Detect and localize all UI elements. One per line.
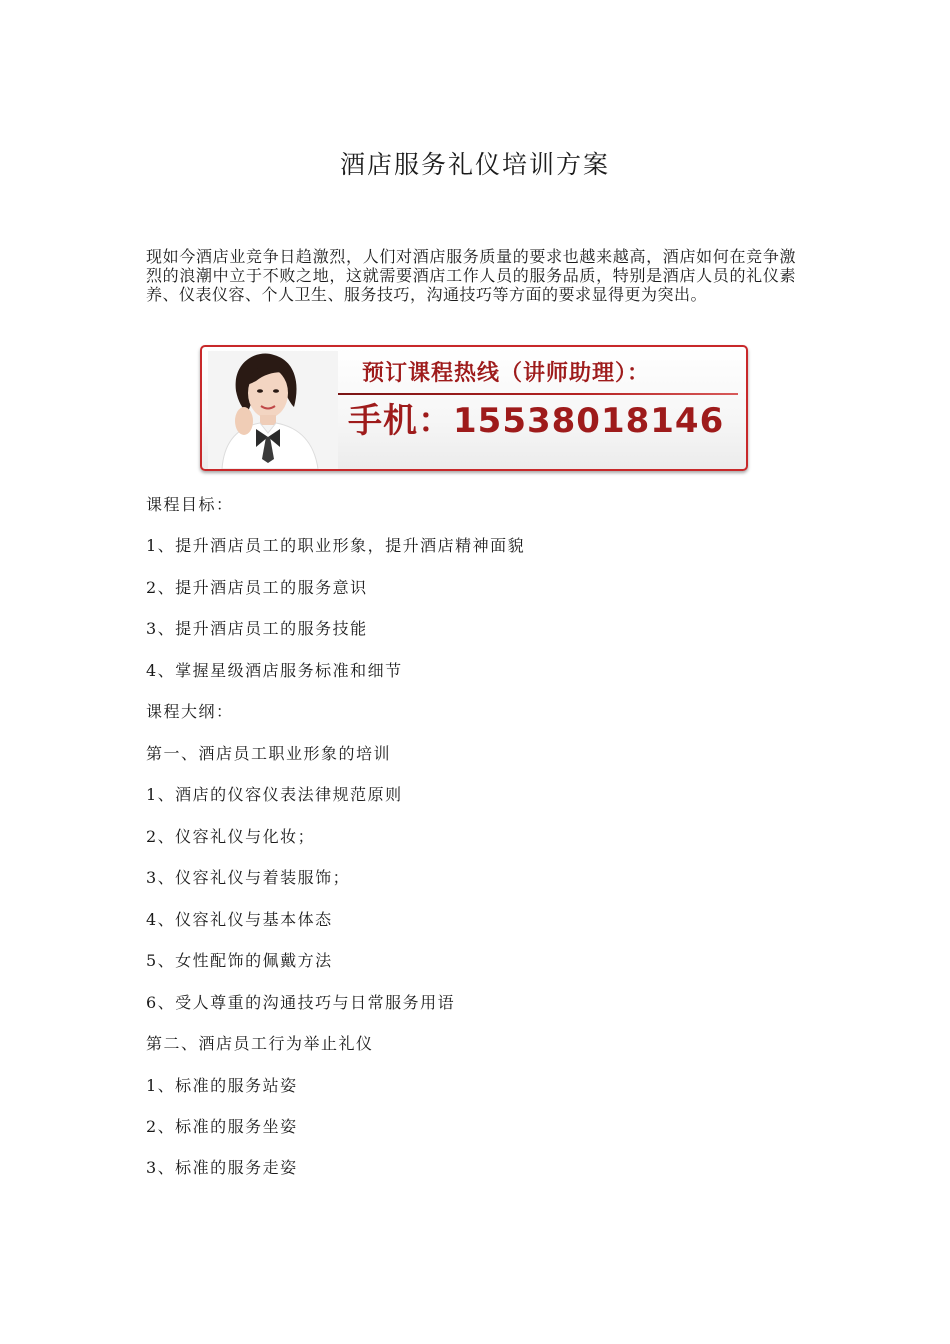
list-item: 2、仪容礼仪与化妆； <box>146 827 316 846</box>
list-item: 2、提升酒店员工的服务意识 <box>146 578 368 597</box>
list-item: 1、提升酒店员工的职业形象，提升酒店精神面貌 <box>146 536 526 555</box>
list-item: 3、提升酒店员工的服务技能 <box>146 619 368 638</box>
section-heading-goals: 课程目标： <box>146 495 234 514</box>
list-item: 1、酒店的仪容仪表法律规范原则 <box>146 785 403 804</box>
list-item: 4、掌握星级酒店服务标准和细节 <box>146 661 403 680</box>
hotline-banner <box>200 345 748 471</box>
intro-paragraph: 现如今酒店业竞争日趋激烈，人们对酒店服务质量的要求也越来越高，酒店如何在竞争激烈的浪潮中立于不败之地，这就需要酒店工作人员的服务品质，特别是酒店人员的礼仪素养、仪表仪容、个人卫生、服务技巧，沟通技巧等方面的要求显得更为突出。 <box>146 247 796 304</box>
hotline-phone: 手机：15538018146 <box>348 401 725 441</box>
list-item: 1、标准的服务站姿 <box>146 1076 298 1095</box>
receptionist-photo <box>208 351 338 469</box>
list-item: 3、标准的服务走姿 <box>146 1158 298 1177</box>
hotline-label: 预订课程热线（讲师助理）： <box>362 361 651 386</box>
list-item: 4、仪容礼仪与基本体态 <box>146 910 333 929</box>
outline-part-heading: 第二、酒店员工行为举止礼仪 <box>146 1034 374 1053</box>
banner-divider <box>338 393 738 395</box>
list-item: 3、仪容礼仪与着装服饰； <box>146 868 351 887</box>
section-heading-outline: 课程大纲： <box>146 702 234 721</box>
list-item: 2、标准的服务坐姿 <box>146 1117 298 1136</box>
page-title: 酒店服务礼仪培训方案 <box>339 150 610 179</box>
list-item: 6、受人尊重的沟通技巧与日常服务用语 <box>146 993 456 1012</box>
outline-part-heading: 第一、酒店员工职业形象的培训 <box>146 744 392 763</box>
list-item: 5、女性配饰的佩戴方法 <box>146 951 333 970</box>
